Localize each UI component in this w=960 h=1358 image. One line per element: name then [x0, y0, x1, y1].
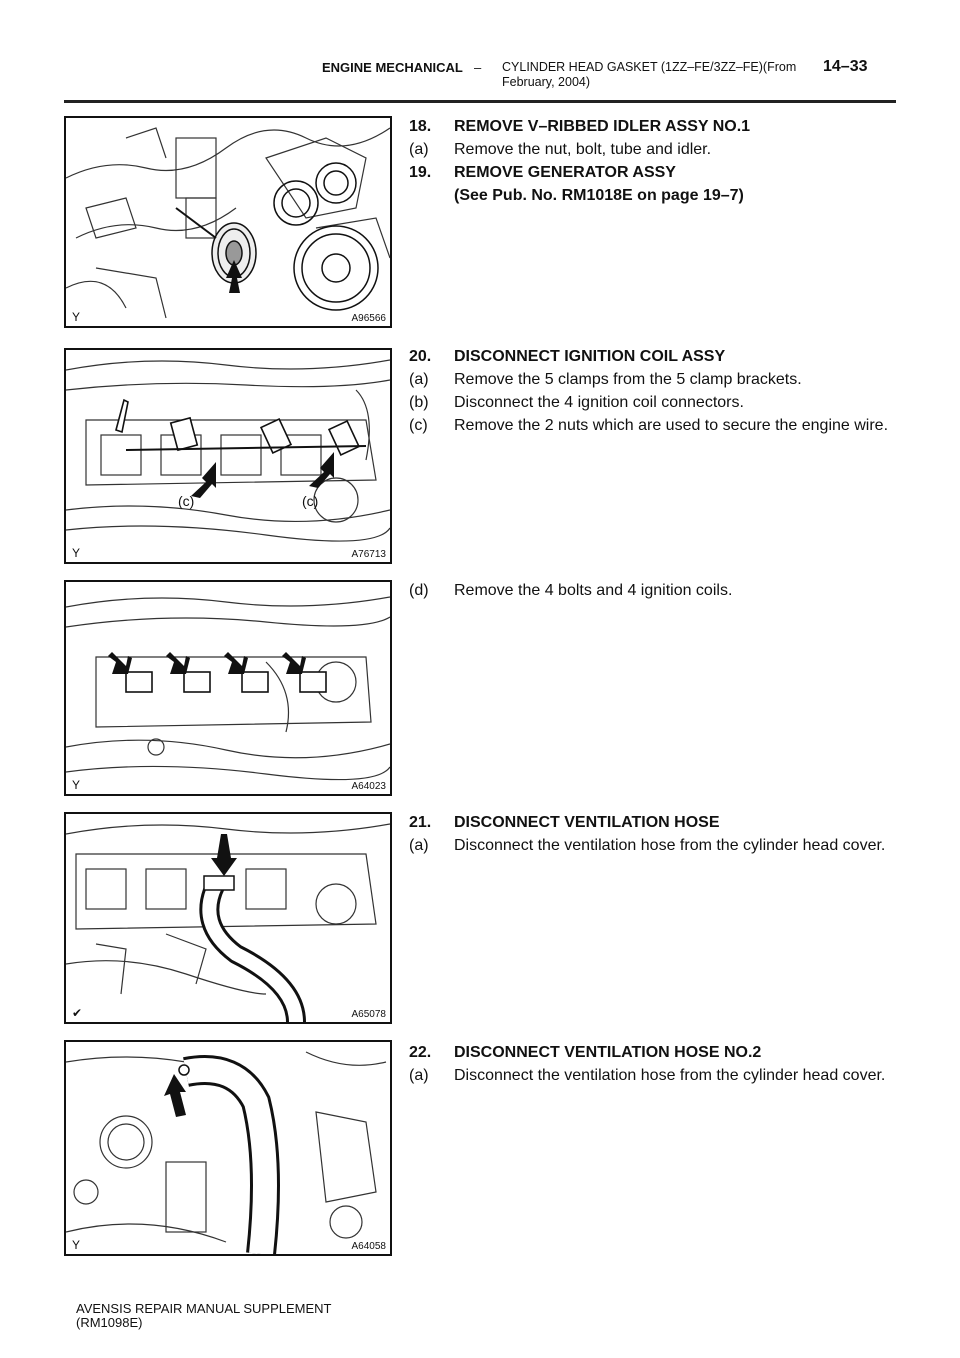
step-20c-text: Remove the 2 nuts which are used to secure the engine wire.	[454, 417, 889, 434]
footer-manual-title: AVENSIS REPAIR MANUAL SUPPLEMENT	[76, 1301, 332, 1316]
step-22a-text: Disconnect the ventilation hose from the cylinder head cover.	[454, 1067, 886, 1084]
step-20d-text: Remove the 4 bolts and 4 ignition coils.	[454, 582, 733, 599]
step-21a-text: Disconnect the ventilation hose from the cylinder head cover.	[454, 837, 886, 854]
footer	[76, 1302, 332, 1330]
figure-corner-mark: Y	[72, 778, 81, 792]
step-20a-label: (a)	[409, 371, 429, 388]
step-20-title: DISCONNECT IGNITION COIL ASSY	[454, 348, 726, 365]
step-19-title: REMOVE GENERATOR ASSY	[454, 164, 676, 181]
step-20-number: 20.	[409, 348, 432, 365]
step-18a-label: (a)	[409, 141, 429, 158]
page-number: 14–33	[823, 58, 868, 75]
step-18-title: REMOVE V–RIBBED IDLER ASSY NO.1	[454, 118, 751, 135]
header-title: CYLINDER HEAD GASKET (1ZZ–FE/3ZZ–FE)(From February, 2004)	[502, 60, 797, 89]
step-22a-label: (a)	[409, 1067, 429, 1084]
figure-id: A76713	[351, 549, 386, 560]
ventilation-hose-no2-illustration	[66, 1042, 390, 1254]
step-20b-text: Disconnect the 4 ignition coil connectors.	[454, 394, 744, 411]
step-18-number: 18.	[409, 118, 432, 135]
step-20c-label: (c)	[409, 417, 428, 434]
step-20b-label: (b)	[409, 394, 429, 411]
figure-corner-mark: ✔	[72, 1006, 83, 1020]
figure-ventilation-hose	[64, 812, 392, 1024]
figure-ignition-coils	[64, 580, 392, 796]
figure-id: A96566	[351, 313, 386, 324]
step-21-title: DISCONNECT VENTILATION HOSE	[454, 814, 720, 831]
ignition-coil-connectors-illustration	[66, 350, 390, 562]
figure-corner-mark: Y	[72, 546, 81, 560]
step-21-number: 21.	[409, 814, 432, 831]
step-19-number: 19.	[409, 164, 432, 181]
idler-pulley-illustration	[66, 118, 390, 326]
callout-c-right: (c)	[302, 493, 319, 509]
step-19-reference: (See Pub. No. RM1018E on page 19–7)	[454, 187, 744, 204]
figure-id: A64023	[351, 781, 386, 792]
step-20a-text: Remove the 5 clamps from the 5 clamp brackets.	[454, 371, 802, 388]
ignition-coils-illustration	[66, 582, 390, 794]
header-dash: –	[474, 60, 482, 75]
figure-ventilation-hose-no2	[64, 1040, 392, 1256]
callout-c-left: (c)	[178, 493, 195, 509]
footer-manual-code: (RM1098E)	[76, 1315, 143, 1330]
step-18a-text: Remove the nut, bolt, tube and idler.	[454, 141, 712, 158]
step-22-title: DISCONNECT VENTILATION HOSE NO.2	[454, 1044, 762, 1061]
step-20d-label: (d)	[409, 582, 429, 599]
step-21a-label: (a)	[409, 837, 429, 854]
header-rule	[64, 100, 896, 103]
figure-id: A65078	[351, 1009, 386, 1020]
figure-id: A64058	[351, 1241, 386, 1252]
figure-corner-mark: Y	[72, 1238, 81, 1252]
step-22-number: 22.	[409, 1044, 432, 1061]
figure-idler-pulley	[64, 116, 392, 328]
figure-corner-mark: Y	[72, 310, 81, 324]
header-section: ENGINE MECHANICAL	[322, 60, 463, 75]
ventilation-hose-illustration	[66, 814, 390, 1022]
figure-ignition-coil-connectors	[64, 348, 392, 564]
